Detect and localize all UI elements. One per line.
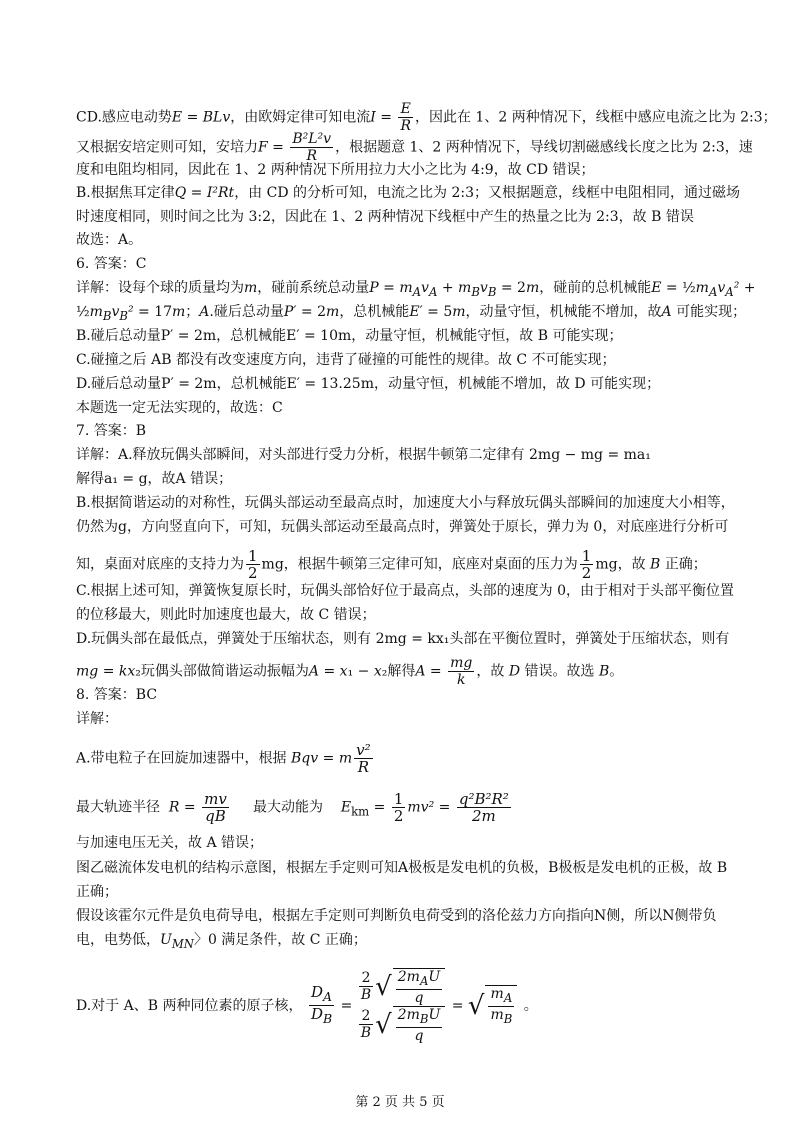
text-line: 详解： bbox=[76, 711, 118, 727]
text-line: 假设该霍尔元件是负电荷导电，根据左手定则可判断负电荷受到的洛伦兹力方向指向N侧，所以N侧带负 bbox=[76, 908, 717, 924]
text-line: 详解：A.释放玩偶头部瞬间，对头部进行受力分析，根据牛顿第二定律有 2mg − mg = ma₁ bbox=[76, 447, 651, 463]
text-line: 正确； bbox=[76, 884, 118, 900]
text-line: 知，桌面对底座的支持力为 $\frac{1}{2}$ mg，根据牛顿第三定律可知，底座对桌面的压力为 $\frac{1}{2}$ mg，故 B 正确； bbox=[76, 547, 707, 582]
text-line: 又根据安培定则可知，安培力F = $\frac{\text{B²L²v}}{R}$ ，根据题意 1、2 两种情况下，导线切割磁感线长度之比为 2:3，速 bbox=[76, 131, 753, 164]
formula-line: D.对于 A、B 两种同位素的原子核， $\frac{D_A}{D_B}$ = $\frac{2}{B}$ √ $\frac{2m_AU}{q}$ $\frac{2}{B}$ √ $\frac{2m_BU}{q}$ = √ $\frac{m_A}{m_B}$ 。 bbox=[76, 969, 538, 1044]
text-line: B.根据焦耳定律Q = I²Rt，由 CD 的分析可知，电流之比为 2:3；又根据题意，线框中电阻相同，通过磁场 bbox=[76, 185, 741, 201]
fraction: $\frac{E}{R}$ bbox=[400, 101, 411, 134]
text-line: C.碰撞之后 AB 都没有改变速度方向，违背了碰撞的可能性的规律。故 C 不可能实现； bbox=[76, 352, 616, 368]
text-line: B.碰后总动量P′ = 2m，总机械能E′ = 10m，动量守恒，机械能守恒，故 B 可能实现； bbox=[76, 328, 623, 344]
answer-heading: 7. 答案：B bbox=[76, 423, 147, 439]
text-line: D.碰后总动量P′ = 2m，总机械能E′ = 13.25m，动量守恒，机械能不增加，故 D 可能实现； bbox=[76, 376, 661, 392]
text-line: mg = kx₂玩偶头部做简谐运动振幅为A = x₁ − x₂解得A = $\frac{mg}{k}$ ，故 D 错误。故选 B。 bbox=[76, 655, 624, 688]
answer-heading: 6. 答案：C bbox=[76, 256, 147, 272]
text-line: B.根据简谐运动的对称性，玩偶头部运动至最高点时，加速度大小与释放玩偶头部瞬间的加速度大小相等， bbox=[76, 495, 735, 511]
ratio-fraction: $\frac{2}{B}$ √ $\frac{2m_AU}{q}$ $\frac{2}{B}$ √ $\frac{2m_BU}{q}$ bbox=[357, 968, 447, 1044]
text-line: C.根据上述可知，弹簧恢复原长时，玩偶头部恰好位于最高点，头部的速度为 0，由于相对于头部平衡位置 bbox=[76, 583, 735, 599]
page-footer: 第 2 页 共 5 页 bbox=[355, 1095, 445, 1110]
text-line: CD.感应电动势E = BLv，由欧姆定律可知电流I = $\frac{E}{R}$ ，因此在 1、2 两种情况下，线框中感应电流之比为 2:3； bbox=[76, 101, 777, 134]
text-line: D.玩偶头部在最低点，弹簧处于压缩状态，则有 2mg = kx₁头部在平衡位置时，弹簧处于压缩状态，则有 bbox=[76, 631, 730, 647]
text-line: 的位移最大，则此时加速度也最大，故 C 错误； bbox=[76, 607, 376, 623]
text-line: 图乙磁流体发电机的结构示意图，根据左手定则可知A极板是发电机的负极，B极板是发电机的正极，故 B bbox=[76, 860, 728, 876]
text-line: 度和电阻均相同，因此在 1、2 两种情况下所用拉力大小之比为 4:9，故 CD 错误； bbox=[76, 162, 595, 178]
text-line: 与加速电压无关，故 A 错误； bbox=[76, 835, 264, 851]
formula-line: 最大轨迹半径 R = $\frac{mv}{qB}$ 最大动能为 $E_{km}$ = $\frac{1}{2}$ mv² = $\frac{\text{q²B²R²}}{2m}$ bbox=[76, 790, 509, 825]
text-line: 解得a₁ = g，故A 错误； bbox=[76, 471, 233, 487]
formula-line: A.带电粒子在回旋加速器中，根据 Bqv = m $\frac{\text{v²}}{R}$ bbox=[76, 741, 371, 776]
text-line: 详解：设每个球的质量均为m，碰前系统总动量$P = m_Av_A + m_Bv_B = 2m$，碰前的总机械能$E = \frac{1}{2}m_Av_A^2$ + bbox=[76, 280, 756, 299]
text-line: 故选：A。 bbox=[76, 232, 143, 248]
answer-heading: 8. 答案：BC bbox=[76, 687, 158, 703]
text-line: 时速度相同，则时间之比为 3:2，因此在 1、2 两种情况下线框中产生的热量之比为 2:3，故 B 错误 bbox=[76, 209, 694, 225]
text-line: 本题选一定无法实现的，故选：C bbox=[76, 400, 283, 416]
text-line: 仍然为g，方向竖直向下，可知，玩偶头部运动至最高点时，弹簧处于原长，弹力为 0，对底座进行分析可 bbox=[76, 519, 729, 535]
text-line: 电，电势低，$U_{MN}$〉0 满足条件，故 C 正确； bbox=[76, 932, 367, 951]
text-line: $\frac{1}{2}m_Bv_B^2 = 17m$；A.碰后总动量P′ = 2m，总机械能E′ = 5m，动量守恒，机械能不增加，故A 可能实现； bbox=[76, 304, 747, 323]
